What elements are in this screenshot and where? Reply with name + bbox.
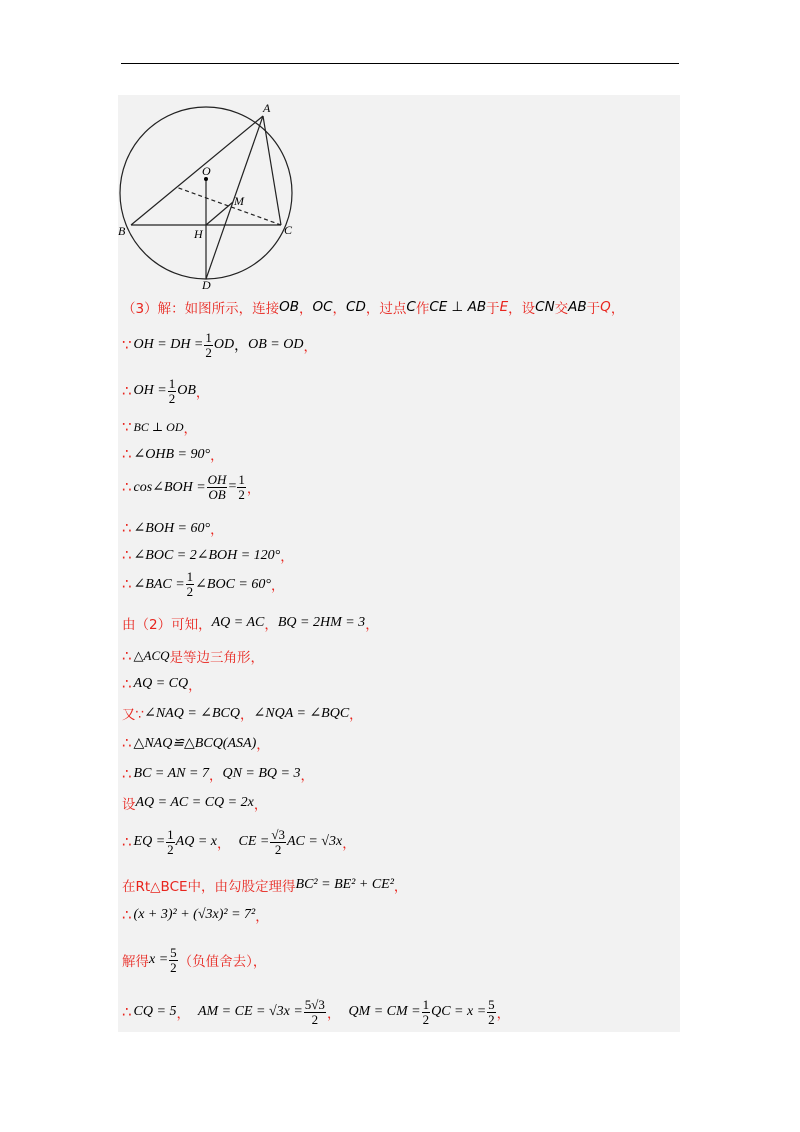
label-b: B	[118, 224, 126, 238]
solution-line-3: ∴ OH = $\frac{1}{2}$ OB ，	[122, 376, 210, 406]
solution-line-7: ∴ ∠BOH = 60° ，	[122, 519, 224, 538]
header-rule	[121, 63, 679, 64]
solution-line-11: ∴ △ACQ 是等边三角形，	[122, 647, 265, 666]
solution-line-14: ∴ △NAQ≌△BCQ(ASA) ，	[122, 734, 270, 753]
solution-line-5: ∴ ∠OHB = 90° ，	[122, 445, 224, 464]
solution-line-13: 又∵ ∠NAQ = ∠BCQ ， ∠NQA = ∠BQC ，	[122, 705, 363, 723]
solution-line-8: ∴ ∠BOC = 2∠BOH = 120° ，	[122, 546, 294, 565]
solution-line-6: ∴ cos∠BOH = $\frac{OH}{OB}$ = $\frac{1}{2}$ ，	[122, 472, 261, 502]
solution-line-12: ∴ AQ = CQ ，	[122, 675, 202, 694]
solution-line-4: ∵ BC ⊥ OD ，	[122, 418, 197, 437]
solution-line-1: （3）解：如图所示，连接 OB ， OC ， CD ，过点 C 作 CE ⊥ AB 于 E ，设 CN 交 AB 于 Q ，	[122, 299, 625, 317]
label-h: H	[194, 227, 203, 241]
label-o: O	[202, 164, 211, 178]
segment-ab	[131, 116, 263, 225]
label-d: D	[202, 278, 211, 290]
solution-line-17: ∴ EQ = $\frac{1}{2}$ AQ = x ， CE = $\frac{√3}{2}$ AC = √3x ，	[122, 827, 356, 857]
solution-line-16: 设 AQ = AC = CQ = 2x ，	[122, 795, 268, 813]
solution-panel	[118, 95, 680, 1032]
label-a: A	[263, 101, 271, 115]
solution-line-9: ∴ ∠BAC = $\frac{1}{2}$ ∠BOC = 60° ，	[122, 569, 285, 599]
solution-line-2: ∵ OH = DH = $\frac{1}{2}$ OD ， OB = OD ，	[122, 330, 317, 360]
label-m: M	[234, 194, 244, 208]
solution-line-18: 在Rt△BCE中，由勾股定理得 BC² = BE² + CE² ，	[122, 877, 408, 895]
solution-line-21: ∴ CQ = 5 ， AM = CE = √3x = $\frac{5√3}{2}$ ， QM = CM = $\frac{1}{2}$ QC = x = $\frac{5}{2}$ ，	[122, 997, 511, 1027]
solution-line-19: ∴ (x + 3)² + (√3x)² = 7² ，	[122, 906, 269, 925]
geometry-figure	[118, 95, 318, 290]
label-c: C	[284, 223, 293, 237]
solution-line-10: 由（2）可知， AQ = AC ， BQ = 2HM = 3 ，	[122, 615, 379, 633]
solution-line-15: ∴ BC = AN = 7 ， QN = BQ = 3 ，	[122, 765, 314, 784]
segment-ac	[263, 116, 281, 225]
solution-line-20: 解得 x = $\frac{5}{2}$ （负值舍去），	[122, 945, 267, 975]
